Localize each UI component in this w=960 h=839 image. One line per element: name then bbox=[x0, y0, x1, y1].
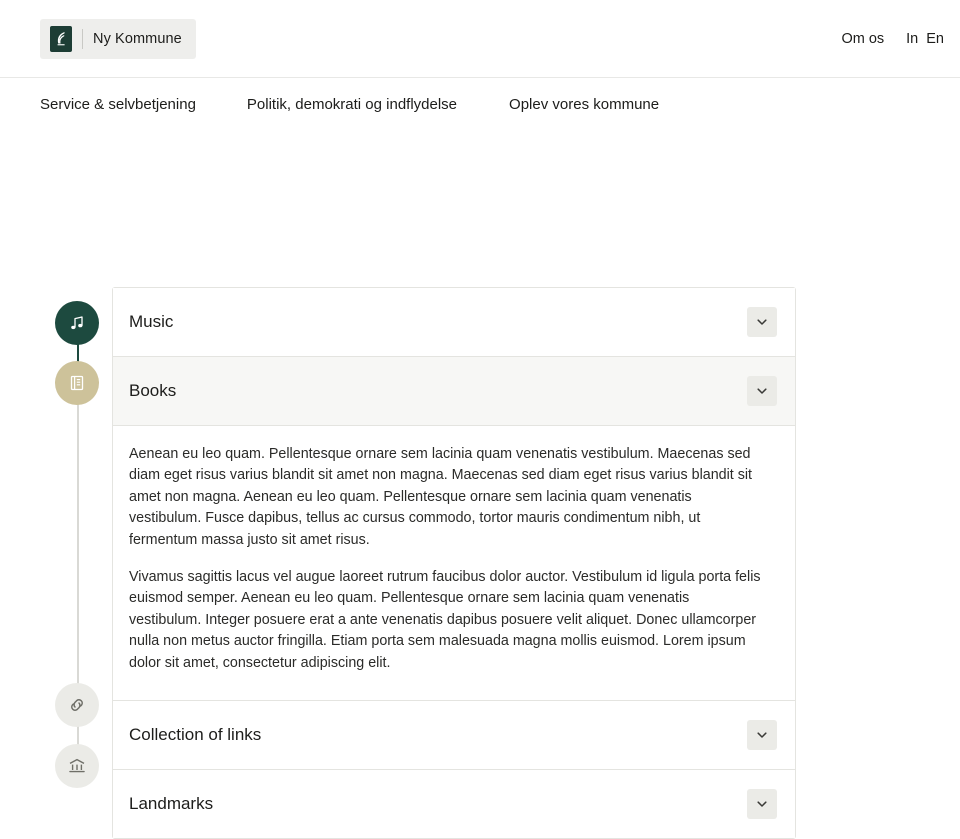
lang-en[interactable]: En bbox=[926, 30, 944, 47]
language-switcher bbox=[906, 31, 944, 47]
panel-paragraph: Aenean eu leo quam. Pellentesque ornare sem lacinia quam venenatis vestibulum. Maecenas sed diam eget risus varius blandit sit amet non magna. Maecenas sed diam eget risus varius blandit sit amet non magna. Aenean eu leo quam. Pellentesque ornare sem lacinia quam venenatis vestibulum. Fusce dapibus, tellus ac cursus commodo, tortor mauris condimentum nibh, ut fermentum massa justo sit amet risus. bbox=[129, 446, 753, 548]
accordion-header-music[interactable] bbox=[113, 288, 795, 356]
accordion bbox=[112, 287, 796, 839]
accordion-item-landmarks bbox=[113, 769, 795, 838]
accordion-title-music: Music bbox=[129, 312, 174, 331]
accordion-title-books: Books bbox=[129, 381, 177, 400]
chevron-down-icon[interactable] bbox=[747, 720, 777, 750]
bank-building-icon[interactable] bbox=[55, 744, 99, 788]
book-icon[interactable] bbox=[55, 361, 99, 405]
header-link-om-os[interactable]: Om os bbox=[841, 30, 885, 47]
accordion-item-collection-of-links bbox=[113, 700, 795, 769]
leaf-mark-icon bbox=[50, 26, 72, 52]
accordion-item-music bbox=[113, 288, 795, 356]
chevron-down-icon[interactable] bbox=[747, 376, 777, 406]
main-navigation bbox=[0, 78, 960, 130]
accordion-panel-books bbox=[113, 425, 795, 700]
lang-in[interactable]: In bbox=[906, 30, 919, 47]
music-note-icon[interactable] bbox=[55, 301, 99, 345]
logo-text: Ny Kommune bbox=[93, 30, 182, 47]
chevron-down-icon[interactable] bbox=[747, 307, 777, 337]
chevron-down-icon[interactable] bbox=[747, 789, 777, 819]
accordion-header-landmarks[interactable] bbox=[113, 770, 795, 838]
panel-paragraph: Vivamus sagittis lacus vel augue laoreet rutrum faucibus dolor auctor. Vestibulum id ligula porta felis euismod semper. Aenean eu leo quam. Pellentesque ornare sem lacinia quam venenatis vestibulum. Integer posuere erat a ante venenatis dapibus posuere velit aliquet. Donec ullamcorper nulla non metus auctor fringilla. Etiam porta sem malesuada magna mollis euismod. Lorem ipsum dolor sit amet, consectetur adipiscing elit. bbox=[129, 569, 761, 671]
accordion-item-books bbox=[113, 356, 795, 700]
nav-item-politik-demokrati[interactable]: Politik, demokrati og indflydelse bbox=[246, 95, 458, 113]
nav-item-service-selvbetjening[interactable]: Service & selvbetjening bbox=[40, 95, 196, 113]
site-header bbox=[0, 0, 960, 78]
accordion-title-collection-of-links: Collection of links bbox=[129, 725, 262, 745]
header-utility-nav bbox=[841, 31, 944, 47]
page-content bbox=[0, 130, 960, 814]
logo-divider bbox=[82, 29, 83, 49]
logo[interactable] bbox=[40, 19, 196, 59]
nav-item-oplev-vores-kommune[interactable]: Oplev vores kommune bbox=[509, 95, 660, 113]
accordion-header-collection-of-links[interactable] bbox=[113, 701, 795, 769]
accordion-title-landmarks: Landmarks bbox=[129, 794, 214, 814]
accordion-header-books[interactable] bbox=[113, 357, 795, 425]
link-chain-icon[interactable] bbox=[55, 683, 99, 727]
